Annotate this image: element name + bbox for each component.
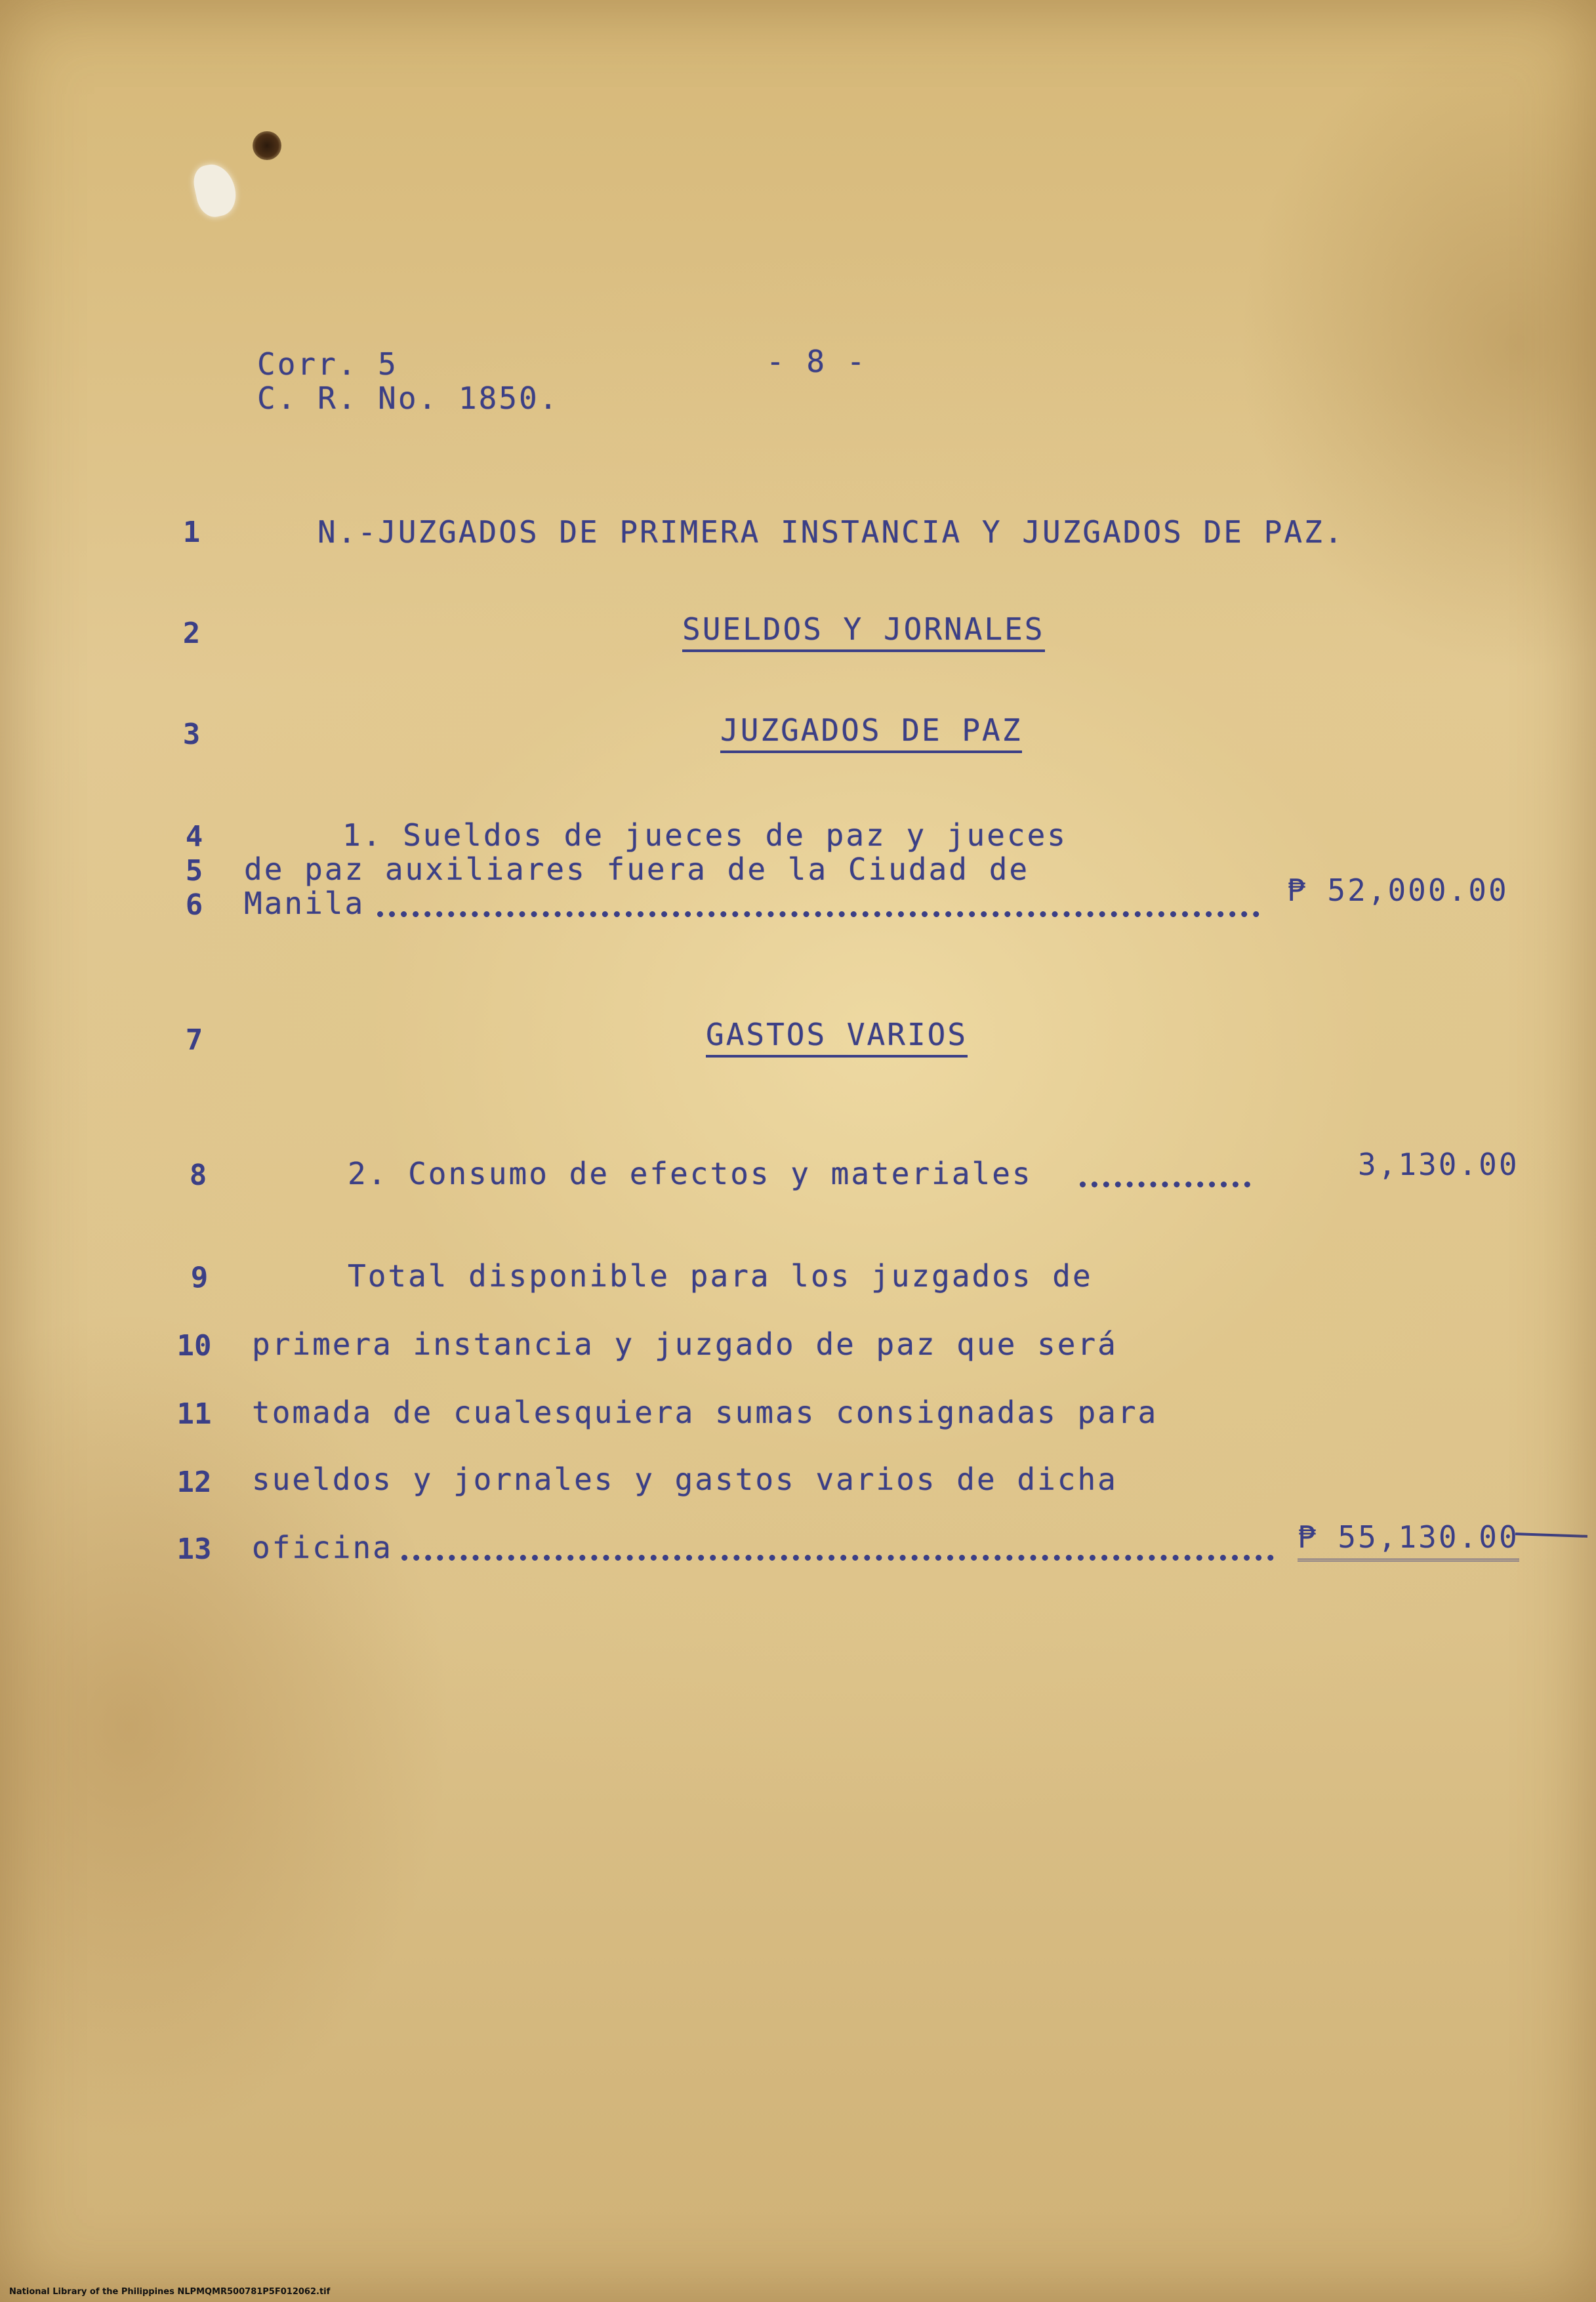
line-number-2: 2 — [182, 617, 201, 650]
total-line9: Total disponible para los juzgados de — [348, 1258, 1093, 1294]
item1-line5: de paz auxiliares fuera de la Ciudad de — [244, 852, 1030, 887]
item1-line4: 1. Sueldos de jueces de paz y jueces — [342, 817, 1067, 853]
total-amount: ₱ 55,130.00 — [1298, 1519, 1519, 1561]
item1-amount: ₱ 52,000.00 — [1287, 873, 1509, 908]
line-number-6: 6 — [185, 888, 203, 922]
total-line10: primera instancia y juzgado de paz que será — [252, 1326, 1118, 1362]
line-number-12: 12 — [176, 1466, 212, 1499]
header-corr: Corr. 5 — [257, 346, 398, 382]
section-title: N.-JUZGADOS DE PRIMERA INSTANCIA Y JUZGADOS DE PAZ. — [317, 514, 1345, 550]
line-number-9: 9 — [190, 1261, 209, 1294]
line-number-8: 8 — [189, 1159, 207, 1192]
total-line11: tomada de cualesquiera sumas consignadas para — [252, 1395, 1158, 1430]
subheading-gastos-varios: GASTOS VARIOS — [706, 1017, 968, 1058]
subheading-juzgados-de-paz: JUZGADOS DE PAZ — [720, 712, 1022, 753]
total-trailing-rule — [1515, 1532, 1587, 1538]
line-number-7: 7 — [185, 1023, 203, 1057]
total-leader-dots — [401, 1555, 1274, 1561]
header-cr-no: C. R. No. 1850. — [257, 380, 560, 416]
item2-leader-dots — [1080, 1182, 1250, 1187]
subheading-sueldos-jornales: SUELDOS Y JORNALES — [682, 611, 1045, 652]
scan-footer: National Library of the Philippines NLPMQMR500781P5F012062.tif — [9, 2287, 331, 2297]
total-line12: sueldos y jornales y gastos varios de dicha — [252, 1462, 1118, 1497]
line-number-3: 3 — [182, 718, 201, 751]
item2-text: 2. Consumo de efectos y materiales — [348, 1156, 1033, 1191]
page-number: - 8 - — [766, 344, 867, 379]
total-line13: oficina — [252, 1530, 393, 1565]
line-number-13: 13 — [176, 1532, 212, 1566]
item2-amount: 3,130.00 — [1358, 1147, 1519, 1182]
line-number-5: 5 — [185, 854, 203, 888]
line-number-4: 4 — [185, 820, 203, 853]
line-number-1: 1 — [182, 516, 201, 549]
paper-tear — [190, 161, 239, 220]
line-number-11: 11 — [176, 1397, 212, 1431]
item1-line6: Manila — [244, 886, 365, 921]
line-number-10: 10 — [176, 1329, 212, 1363]
item1-leader-dots — [377, 911, 1259, 917]
punch-hole — [253, 131, 281, 160]
